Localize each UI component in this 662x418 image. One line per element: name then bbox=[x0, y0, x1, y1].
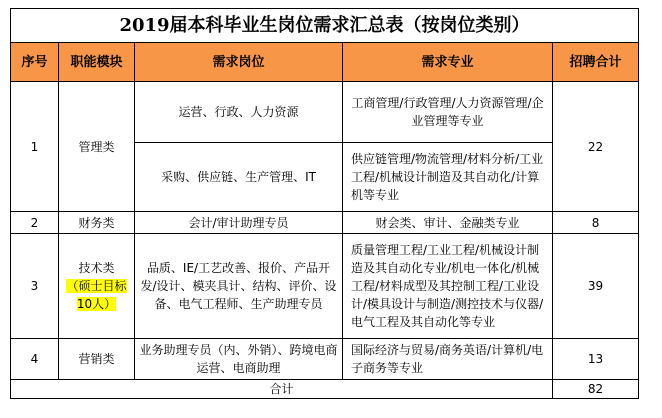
highlight-note: （硕士目标10人） bbox=[66, 279, 127, 311]
row-positions: 业务助理专员（内、外销）、跨境电商运营、电商助理 bbox=[135, 339, 343, 380]
row-positions: 运营、行政、人力资源 bbox=[135, 82, 343, 143]
row-majors: 工商管理/行政管理/人力资源管理/企业管理等专业 bbox=[343, 82, 553, 143]
row-index: 2 bbox=[11, 212, 59, 234]
row-positions: 采购、供应链、生产管理、IT bbox=[135, 143, 343, 212]
row-function: 营销类 bbox=[59, 339, 135, 380]
row-function: 管理类 bbox=[59, 82, 135, 212]
row-function: 财务类 bbox=[59, 212, 135, 234]
header-positions: 需求岗位 bbox=[135, 43, 343, 82]
row-majors: 国际经济与贸易/商务英语/计算机/电子商务等专业 bbox=[343, 339, 553, 380]
row-positions: 品质、IE/工艺改善、报价、产品开发/设计、模夹具计、结构、评价、设备、电气工程师、生产助理专员 bbox=[135, 234, 343, 339]
row-majors: 财会类、审计、金融类专业 bbox=[343, 212, 553, 234]
header-majors: 需求专业 bbox=[343, 43, 553, 82]
row-function-cell bbox=[59, 234, 135, 339]
row-majors: 供应链管理/物流管理/材料分析/工业工程/机械设计制造及其自动化/计算机等专业 bbox=[343, 143, 553, 212]
table-title: 2019届本科毕业生岗位需求汇总表（按岗位类别） bbox=[11, 9, 639, 43]
row-total: 8 bbox=[553, 212, 639, 234]
footer-label: 合计 bbox=[11, 380, 553, 399]
recruitment-summary-table bbox=[10, 8, 639, 399]
table-row bbox=[11, 82, 639, 143]
row-function: 技术类 bbox=[78, 261, 115, 275]
row-total: 13 bbox=[553, 339, 639, 380]
header-index: 序号 bbox=[11, 43, 59, 82]
header-total: 招聘合计 bbox=[553, 43, 639, 82]
footer-row bbox=[11, 380, 639, 399]
table-row bbox=[11, 212, 639, 234]
row-total: 39 bbox=[553, 234, 639, 339]
table-row bbox=[11, 234, 639, 339]
row-index: 4 bbox=[11, 339, 59, 380]
table-row bbox=[11, 339, 639, 380]
row-total: 22 bbox=[553, 82, 639, 212]
footer-total: 82 bbox=[553, 380, 639, 399]
header-row bbox=[11, 43, 639, 82]
row-majors: 质量管理工程/工业工程/机械设计制造及其自动化专业/机电一体化/机械工程/材料成型及其控制工程/工业设计/模具设计与制造/测控技术与仪器/电气工程及其自动化等专业 bbox=[343, 234, 553, 339]
row-positions: 会计/审计助理专员 bbox=[135, 212, 343, 234]
row-index: 1 bbox=[11, 82, 59, 212]
row-index: 3 bbox=[11, 234, 59, 339]
header-function: 职能模块 bbox=[59, 43, 135, 82]
